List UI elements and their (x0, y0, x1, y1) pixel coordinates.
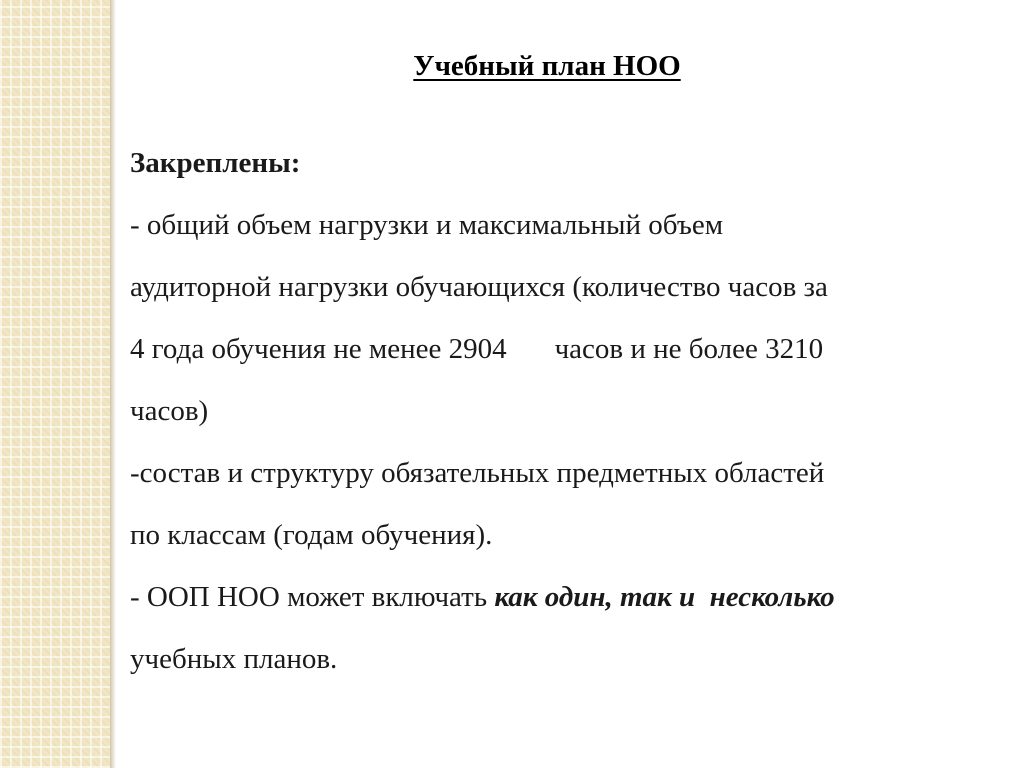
body-line-3 (130, 318, 990, 380)
slide-body (130, 132, 990, 690)
body-line-5: -состав и структуру обязательных предметных областей (130, 457, 825, 489)
side-band-shadow (110, 0, 116, 768)
body-line-1: - общий объем нагрузки и максимальный объем (130, 209, 724, 241)
body-line-7-text: - ООП НОО может включать (130, 581, 495, 613)
body-line-4: часов) (130, 395, 209, 427)
body-line-7-emphasis: как один, так и несколько (494, 581, 835, 613)
body-line-2: аудиторной нагрузки обучающихся (количество часов за (130, 271, 828, 303)
body-line-3-part-b: часов и не более 3210 (554, 333, 824, 365)
body-line-3-part-a: 4 года обучения не менее 2904 (130, 333, 507, 365)
slide-title-text: Учебный план НОО (413, 50, 681, 82)
decorative-side-band (0, 0, 110, 768)
body-line-8: учебных планов. (130, 643, 338, 675)
body-line-7 (130, 566, 990, 628)
body-heading: Закреплены: (130, 147, 301, 179)
body-line-6: по классам (годам обучения). (130, 519, 493, 551)
slide-title (0, 50, 1024, 83)
